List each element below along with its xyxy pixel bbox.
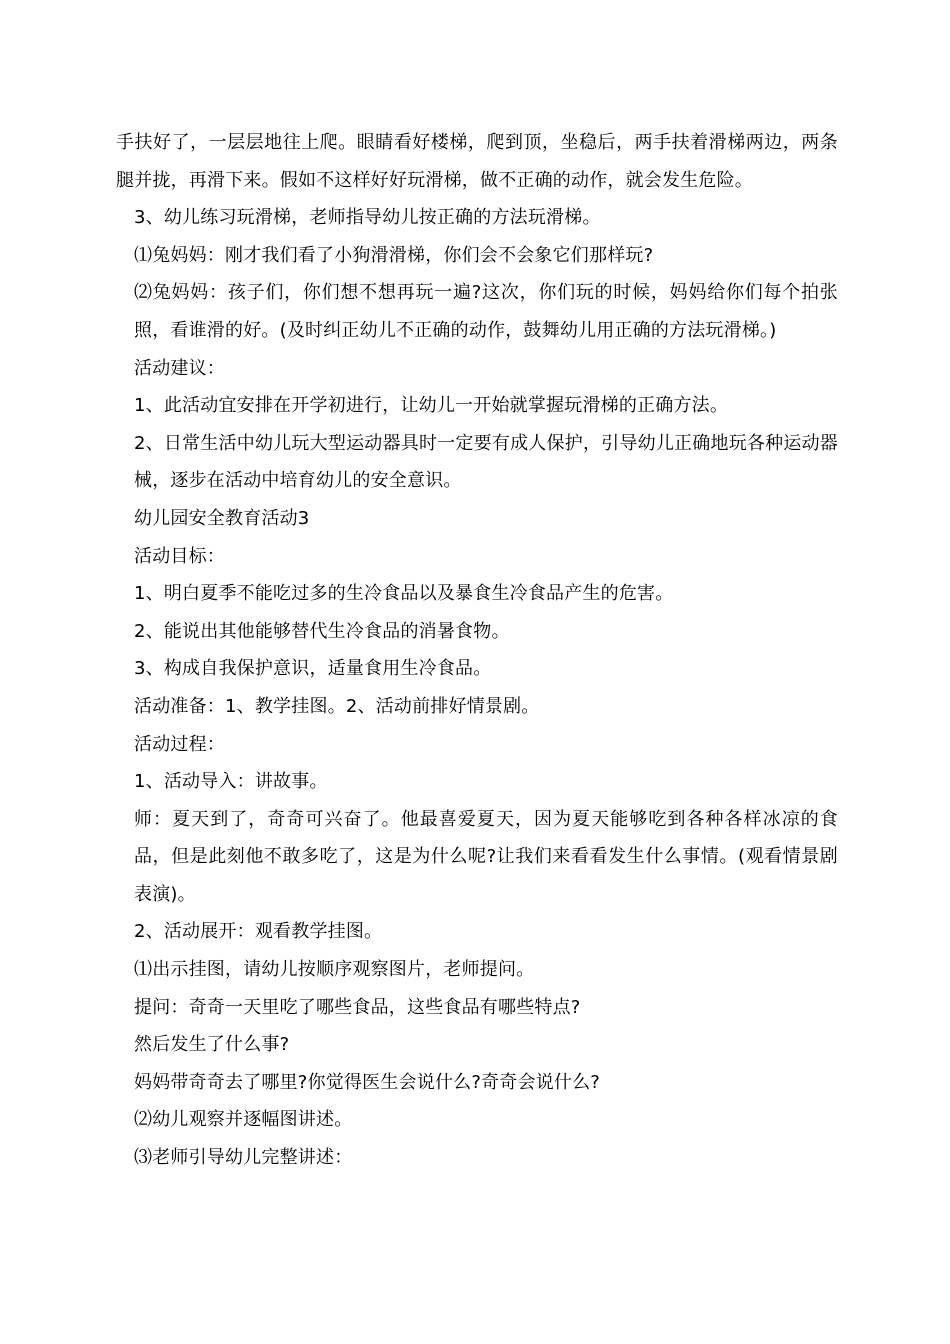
paragraph-goal-2: 2、能说出其他能够替代生冷食品的消暑食物。 xyxy=(134,620,510,642)
paragraph-slide-instructions: 手扶好了，一层层地往上爬。眼睛看好楼梯，爬到顶，坐稳后，两手扶着滑梯两边，两条腿并拢，再滑下来。假如不这样好好玩滑梯，做不正确的动作，就会发生危险。 xyxy=(116,132,838,191)
paragraph-goal-3: 3、构成自我保护意识，适量食用生冷食品。 xyxy=(134,658,492,680)
paragraph-activity-preparation: 活动准备：1、教学挂图。2、活动前排好情景剧。 xyxy=(134,695,540,717)
paragraph-suggestion-2: 2、日常生活中幼儿玩大型运动器具时一定要有成人保护，引导幼儿正确地玩各种运动器械，逐步在活动中培育幼儿的安全意识。 xyxy=(134,432,838,492)
paragraph-step-3: 3、幼儿练习玩滑梯，老师指导幼儿按正确的方法玩滑梯。 xyxy=(134,207,601,229)
paragraph-question-2: 然后发生了什么事? xyxy=(134,1034,290,1056)
paragraph-show-chart: ⑴出示挂图，请幼儿按顺序观察图片，老师提问。 xyxy=(134,959,535,981)
paragraph-goal-1: 1、明白夏季不能吃过多的生冷食品以及暴食生冷食品产生的危害。 xyxy=(134,583,674,605)
paragraph-question-1: 提问：奇奇一天里吃了哪些食品，这些食品有哪些特点? xyxy=(134,996,581,1018)
paragraph-suggestion-1: 1、此活动宜安排在开学初进行，让幼儿一开始就掌握玩滑梯的正确方法。 xyxy=(134,395,729,417)
paragraph-question-3: 妈妈带奇奇去了哪里?你觉得医生会说什么?奇奇会说什么? xyxy=(134,1071,601,1093)
heading-activity-goals: 活动目标： xyxy=(134,545,225,567)
paragraph-rabbit-mom-2: ⑵兔妈妈：孩子们，你们想不想再玩一遍?这次，你们玩的时候，妈妈给你们每个拍张照，看谁滑的好。(及时纠正幼儿不正确的动作，鼓舞幼儿用正确的方法玩滑梯。) xyxy=(134,282,838,341)
heading-activity-process: 活动过程： xyxy=(134,733,225,755)
document-body xyxy=(116,124,838,1177)
paragraph-teacher-story: 师：夏天到了，奇奇可兴奋了。他最喜爱夏天，因为夏天能够吃到各种各样冰凉的食品，但是此刻他不敢多吃了，这是为什么呢?让我们来看看发生什么事情。(观看情景剧表演)。 xyxy=(134,808,838,905)
section-title-activity-3: 幼儿园安全教育活动3 xyxy=(134,507,310,529)
paragraph-rabbit-mom-1: ⑴兔妈妈：刚才我们看了小狗滑滑梯，你们会不会象它们那样玩? xyxy=(134,244,654,266)
paragraph-observe: ⑵幼儿观察并逐幅图讲述。 xyxy=(134,1109,353,1131)
heading-activity-suggestions: 活动建议： xyxy=(134,357,225,379)
paragraph-process-1: 1、活动导入：讲故事。 xyxy=(134,771,328,793)
paragraph-process-2: 2、活动展开：观看教学挂图。 xyxy=(134,921,383,943)
paragraph-teacher-guide: ⑶老师引导幼儿完整讲述： xyxy=(134,1147,353,1169)
